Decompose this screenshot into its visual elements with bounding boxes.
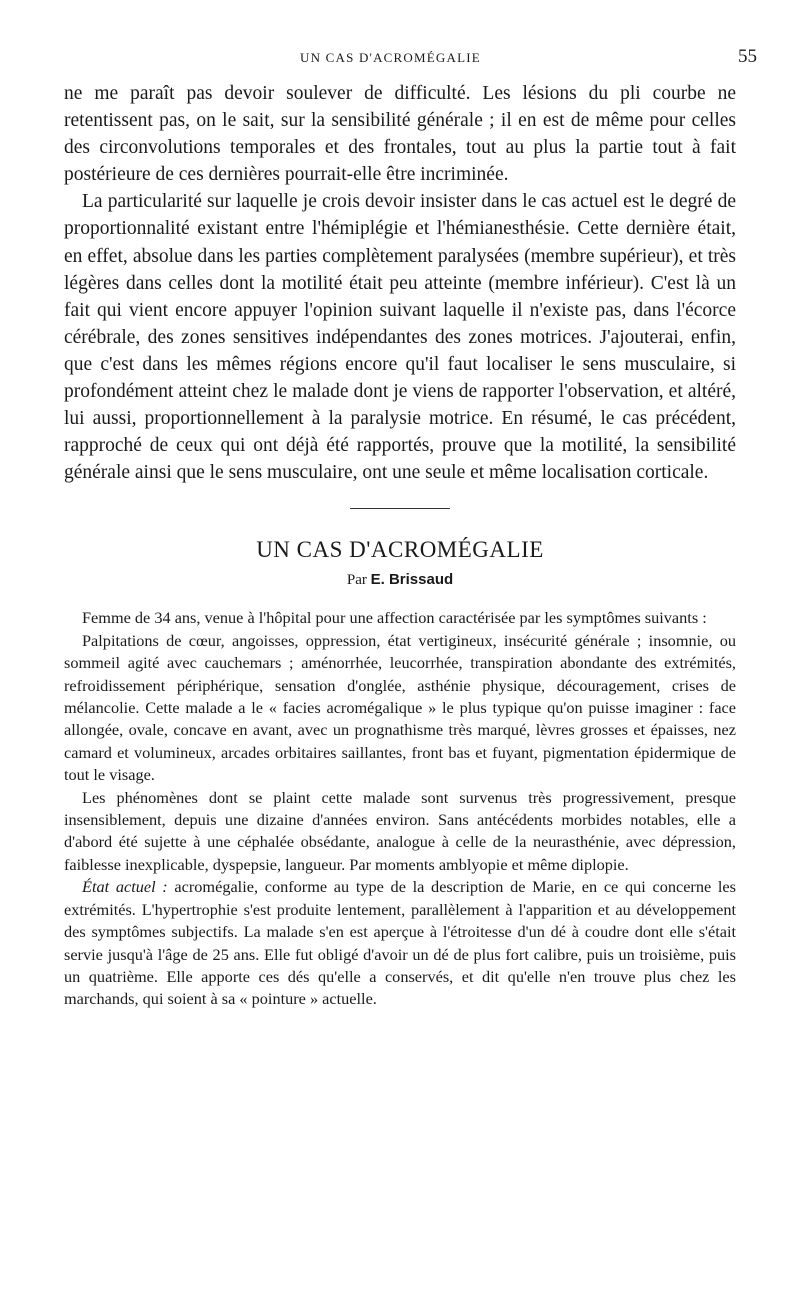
- byline: [64, 571, 736, 589]
- article-title: UN CAS D'ACROMÉGALIE: [256, 537, 544, 563]
- paragraph-continued: ne me paraît pas devoir soulever de difficulté. Les lésions du pli courbe ne retentissent pas, on le sait, sur la sensibilité générale ; il en est de même pour celles des circonvolutions temporales et des frontales, tout au plus la partie tout à fait postérieure de ces dernières pourrait-elle être incriminée.: [64, 83, 736, 186]
- current-state-label: État actuel :: [82, 877, 168, 897]
- paragraph-intro: Femme de 34 ans, venue à l'hôpital pour une affection caractérisée par les symptômes suivants :: [82, 608, 707, 628]
- paragraph-current-state: [64, 876, 736, 1010]
- section-divider: [350, 508, 450, 509]
- paragraph-conclusion: La particularité sur laquelle je crois devoir insister dans le cas actuel est le degré de proportionnalité existant entre l'hémiplégie et l'hémianesthésie. Cette dernière était, en effet, absolue dans les parties complètement paralysées (membre supérieur), et très légères dans celles dont la motilité était peu atteinte (membre inférieur). C'est là un fait qui vient encore appuyer l'opinion suivant laquelle il n'existe pas, dans l'écorce cérébrale, des zones sensitives indépendantes des zones motrices. J'ajouterai, enfin, que c'est dans les mêmes régions encore qu'il faut localiser le sens musculaire, si profondément atteint chez le malade dont je viens de rapporter l'observation, et altéré, lui aussi, proportionnellement à la paralysie motrice. En résumé, le cas précédent, rapproché de ceux qui ont déjà été rapportés, prouve que la motilité, la sensibilité générale ainsi que le sens musculaire, ont une seule et même localisation corticale.: [64, 191, 736, 484]
- page-number: 55: [738, 46, 757, 67]
- paragraph-symptoms: Palpitations de cœur, angoisses, oppression, état vertigineux, insécurité générale ; insomnie, ou sommeil agité avec cauchemars ; aménorrhée, leucorrhée, transpiration abondante des extrémités, refroidissement périphérique, sensation d'onglée, asthénie physique, découragement, crises de mélancolie. Cette malade a le « facies acromégalique » le plus typique qu'on puisse imaginer : face allongée, ovale, concave en avant, avec un prognathisme très marqué, lèvres grosses et épaisses, nez camard et volumineux, arcades orbitaires saillantes, front bas et fuyant, pigmentation épidermique de tout le visage.: [64, 630, 736, 785]
- body-text: [64, 80, 736, 1011]
- running-head: [0, 46, 800, 70]
- paragraph-history: Les phénomènes dont se plaint cette malade sont survenus très progressivement, presque insensiblement, depuis une dizaine d'années environ. Sans antécédents morbides notables, elle a d'abord été sujette à une céphalée obsédante, analogue à celle de la neurasthénie, avec dépression, faiblesse inexplicable, dyspepsie, langueur. Par moments amblyopie et même diplopie.: [64, 787, 736, 874]
- article-body: [64, 607, 736, 1010]
- running-title: UN CAS D'ACROMÉGALIE: [300, 50, 481, 65]
- byline-prefix: Par: [346, 572, 367, 589]
- author-name: E. Brissaud: [370, 571, 454, 589]
- current-state-text: acromégalie, conforme au type de la description de Marie, en ce qui concerne les extrémités. L'hypertrophie s'est produite lentement, parallèlement à l'apparition et au développement des symptômes subjectifs. La malade s'en est aperçue à l'étroitesse d'un dé à coudre dont elle s'était servie jusqu'à l'âge de 25 ans. Elle fut obligé d'avoir un dé de plus fort calibre, puis un troisième, puis un quatrième. Elle apporte ces dés qu'elle a conservés, et dit qu'elle n'en trouve plus chez les marchands, qui soient à sa « pointure » actuelle.: [64, 877, 736, 1009]
